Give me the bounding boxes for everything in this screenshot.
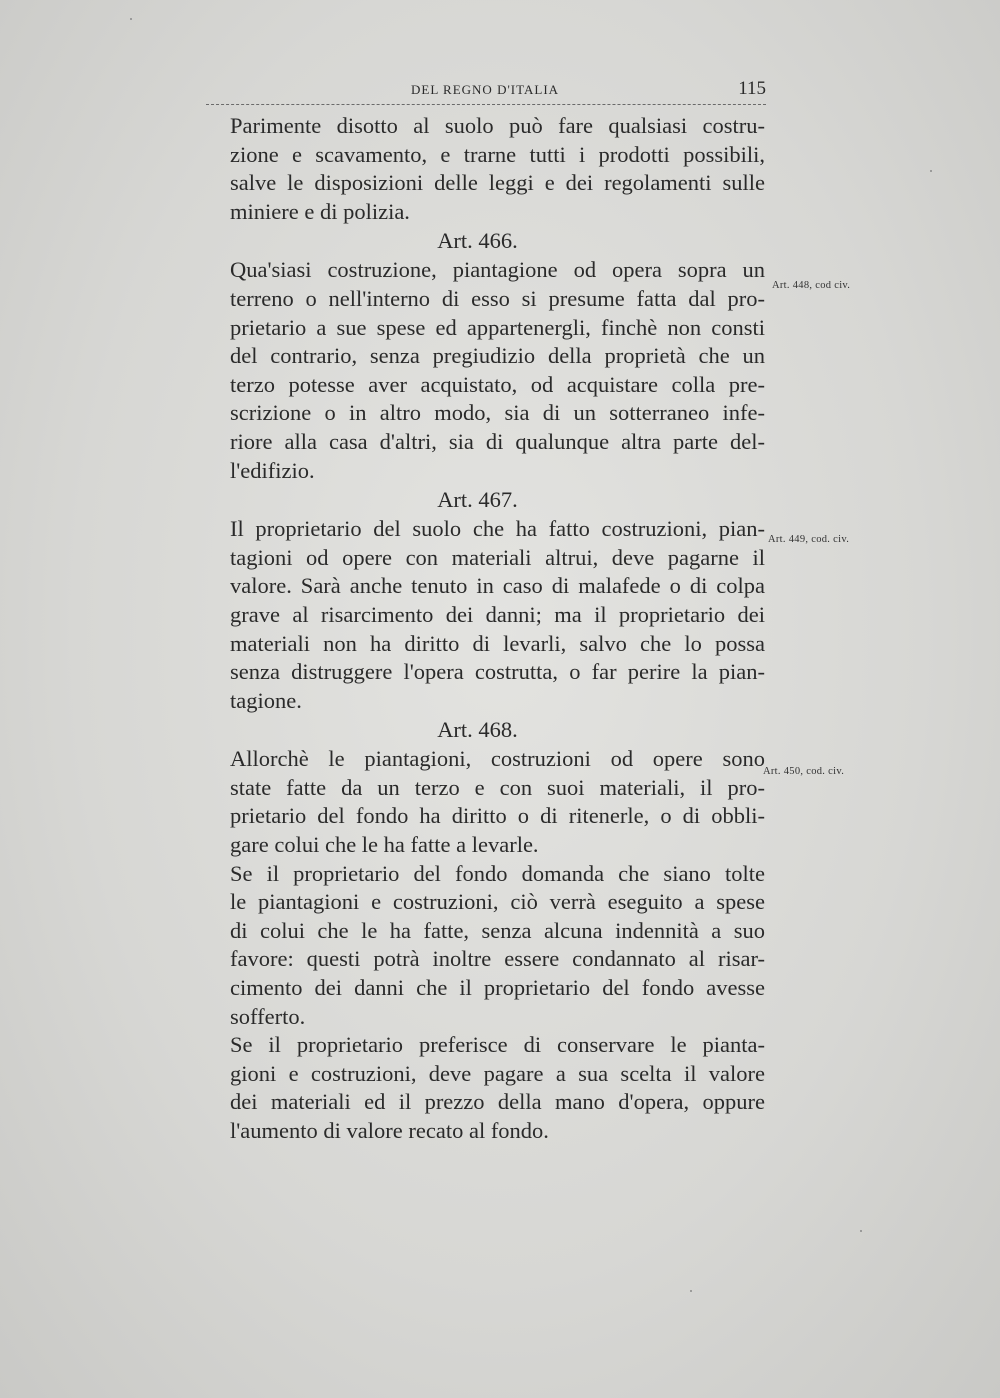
article-heading-468: Art. 468. [437,717,518,743]
text-line: favore: questi potrà inoltre essere condannato al risar- [230,946,765,972]
text-line: Il proprietario del suolo che ha fatto costruzioni, pian- [230,516,765,542]
margin-note-467: Art. 449, cod. civ. [768,534,850,545]
text-line: terzo potesse aver acquistato, od acquistare colla pre- [230,371,765,397]
text-line: Se il proprietario preferisce di conservare le pianta- [230,1032,765,1058]
text-line: tagione. [230,687,302,713]
text-line: scrizione o in altro modo, sia di un sotterraneo infe- [230,400,765,426]
text-block [190,112,765,1146]
text-line: salve le disposizioni delle leggi e dei regolamenti sulle [230,170,765,196]
text-line: zione e scavamento, e trarne tutti i prodotti possibili, [230,141,765,167]
article-468-paragraph-2 [190,860,765,1032]
article-466-paragraph [190,256,765,485]
text-line: senza distruggere l'opera costrutta, o far perire la pian- [230,659,765,685]
text-line: valore. Sarà anche tenuto in caso di malafede o di colpa [230,573,765,599]
text-line: Qua'siasi costruzione, piantagione od opera sopra un [230,257,765,283]
running-title: DEL REGNO D'ITALIA [411,82,560,97]
text-line: miniere e di polizia. [230,198,410,224]
text-line: dei materiali ed il prezzo della mano d'opera, oppure [230,1089,765,1115]
text-line: l'edifizio. [230,457,315,483]
text-line: sofferto. [230,1003,306,1029]
text-line: tagioni od opere con materiali altrui, deve pagarne il [230,544,765,570]
article-468-paragraph-3 [190,1031,765,1145]
intro-paragraph [190,112,765,226]
text-line: prietario a sue spese ed appartenergli, finchè non consti [230,314,765,340]
text-line: Se il proprietario del fondo domanda che siano tolte [230,860,765,886]
text-line: cimento dei danni che il proprietario del fondo avesse [230,975,765,1001]
text-line: Allorchè le piantagioni, costruzioni od opere sono [230,746,765,772]
article-heading-466: Art. 466. [437,228,518,254]
text-line: le piantagioni e costruzioni, ciò verrà eseguito a spese [230,889,765,915]
article-468-paragraph-1 [190,745,765,859]
text-line: l'aumento di valore recato al fondo. [230,1118,549,1143]
text-line: state fatte da un terzo e con suoi materiali, il pro- [230,774,765,800]
paper-speck [130,18,132,20]
text-line: materiali non ha diritto di levarli, salvo che lo possa [230,630,765,656]
article-467-paragraph [190,515,765,715]
text-line: di colui che le ha fatte, senza alcuna indennità a suo [230,917,765,943]
text-line: gare colui che le ha fatte a levarle. [230,832,539,858]
text-line: del contrario, senza pregiudizio della proprietà che un [230,343,765,369]
text-line: riore alla casa d'altri, sia di qualunque altra parte del- [230,428,765,454]
margin-note-468: Art. 450, cod. civ. [763,766,845,777]
running-head [206,76,766,105]
text-line: prietario del fondo ha diritto o di ritenerle, o di obbli- [230,803,765,829]
text-line: gioni e costruzioni, deve pagare a sua scelta il valore [230,1060,765,1086]
margin-note-466: Art. 448, cod civ. [772,280,851,291]
text-line: terreno o nell'interno di esso si presume fatta dal pro- [230,285,765,311]
paper-speck [690,1290,692,1292]
paper-speck [860,1230,862,1232]
text-line: Parimente disotto al suolo può fare qualsiasi costru- [230,113,765,138]
paper-speck [930,170,932,172]
page-number: 115 [738,78,766,99]
text-line: grave al risarcimento dei danni; ma il proprietario dei [230,601,765,627]
article-heading-467: Art. 467. [437,487,518,513]
